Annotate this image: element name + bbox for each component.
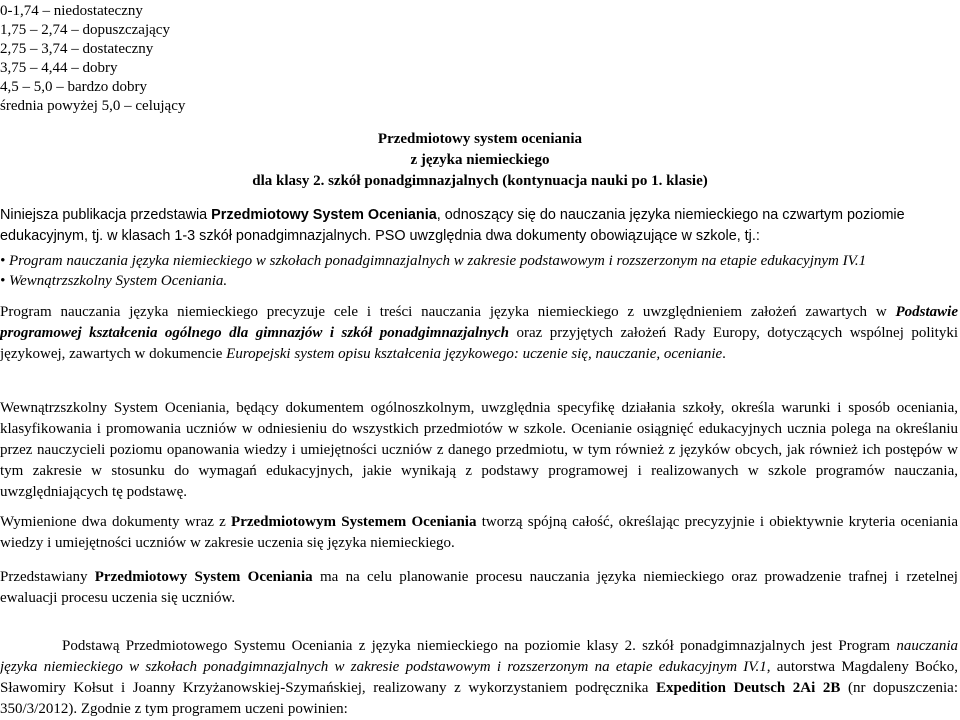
grade-line: 4,5 – 5,0 – bardzo dobry (0, 79, 148, 95)
p1-text-b: Podstawie programowej kształcenia ogólnego dla gimnazjów i szkół ponadgimnazjalnych (0, 304, 958, 341)
p5-text-d: Expedition Deutsch 2Ai 2B (655, 680, 841, 696)
p1-text-e: . (722, 346, 726, 362)
p5-text-e: (nr dopuszczenia: 350/3/2012). Zgodnie z tym programem uczeni powinien: (0, 680, 958, 717)
p1-text-a: Program nauczania języka niemieckiego precyzuje cele i treści nauczania języka niemieckiego z uwzględnieniem założeń zawartych w (0, 304, 896, 320)
paragraph-purpose (0, 567, 958, 609)
grade-line: 3,75 – 4,44 – dobry (0, 60, 118, 76)
p3-text-a: Wymienione dwa dokumenty wraz z (0, 514, 232, 530)
documents-list (0, 251, 866, 291)
document-title (0, 129, 960, 192)
p5-text-a: Podstawą Przedmiotowego Systemu Oceniania z języka niemieckiego na poziomie klasy 2. szkół ponadgimnazjalnych jest Program (62, 638, 897, 654)
p3-text-c: tworzą spójną całość, określając precyzyjnie i obiektywnie kryteria oceniania wiedzy i umiejętności uczniów w zakresie uczenia się języka niemieckiego. (0, 514, 958, 551)
list-item: • Program nauczania języka niemieckiego w szkołach ponadgimnazjalnych w zakresie podstawowym i rozszerzonym na etapie edukacyjnym IV.1 (0, 253, 867, 269)
intro-paragraph (0, 205, 958, 247)
list-item: • Wewnątrzszkolny System Oceniania. (0, 273, 228, 289)
p1-text-d: Europejski system opisu kształcenia językowego: uczenie się, nauczanie, ocenianie (226, 346, 723, 362)
grade-line: średnia powyżej 5,0 – celujący (0, 98, 186, 114)
intro-text-b: Przedmiotowy System Oceniania (211, 207, 437, 223)
intro-text-c: , odnoszący się do nauczania języka niemieckiego na czwartym poziomie edukacyjnym, tj. w klasach 1-3 szkół ponadgimnazjalnych. PSO uwzględnia dwa dokumenty obowiązujące w szkole, tj.: (0, 207, 905, 244)
paragraph-documents (0, 512, 958, 554)
grade-scale (0, 2, 185, 116)
p5-text-b: nauczania języka niemieckiego w szkołach ponadgimnazjalnych w zakresie podstawowym i rozszerzonym na etapie edukacyjnym IV.1 (0, 638, 958, 675)
paragraph-basis (0, 636, 958, 720)
p4-text-b: Przedmiotowy System Oceniania (94, 569, 313, 585)
grade-line: 1,75 – 2,74 – dopuszczający (0, 22, 170, 38)
p4-text-c: ma na celu planowanie procesu nauczania języka niemieckiego oraz prowadzenie trafnej i rzetelnej ewaluacji procesu uczenia się uczniów. (0, 569, 958, 606)
grade-line: 2,75 – 3,74 – dostateczny (0, 41, 154, 57)
grade-line: 0-1,74 – niedostateczny (0, 3, 143, 19)
title-line-3: dla klasy 2. szkół ponadgimnazjalnych (kontynuacja nauki po 1. klasie) (252, 173, 708, 189)
p4-text-a: Przedstawiany (0, 569, 95, 585)
paragraph-program (0, 302, 958, 365)
title-line-1: Przedmiotowy system oceniania (377, 131, 583, 147)
p3-text-b: Przedmiotowym Systemem Oceniania (231, 514, 477, 530)
title-line-2: z języka niemieckiego (410, 152, 550, 168)
intro-text-a: Niniejsza publikacja przedstawia (0, 207, 212, 223)
p5-text-c: , autorstwa Magdaleny Boćko, Sławomiry Kołsut i Joanny Krzyżanowskiej-Szymańskiej, realizowany z wykorzystaniem podręcznika (0, 659, 958, 696)
paragraph-wso: Wewnątrzszkolny System Oceniania, będący dokumentem ogólnoszkolnym, uwzględnia specyfikę działania szkoły, określa warunki i sposób oceniania, klasyfikowania i promowania uczniów w odniesieniu do wszystkich przedmiotów w szkole. Ocenianie osiągnięć edukacyjnych ucznia polega na określaniu przez nauczycieli poziomu opanowania wiedzy i umiejętności uczniów z danego przedmiotu, w tym również z języków obcych, jak również ich postępów w tym zakresie w stosunku do wymagań edukacyjnych, jakie wynikają z podstawy programowej i realizowanych w szkole programów nauczania, uwzględniających tę podstawę. (0, 400, 958, 500)
p1-text-c: oraz przyjętych założeń Rady Europy, dotyczących wspólnej polityki językowej, zawartych w dokumencie (0, 325, 958, 362)
